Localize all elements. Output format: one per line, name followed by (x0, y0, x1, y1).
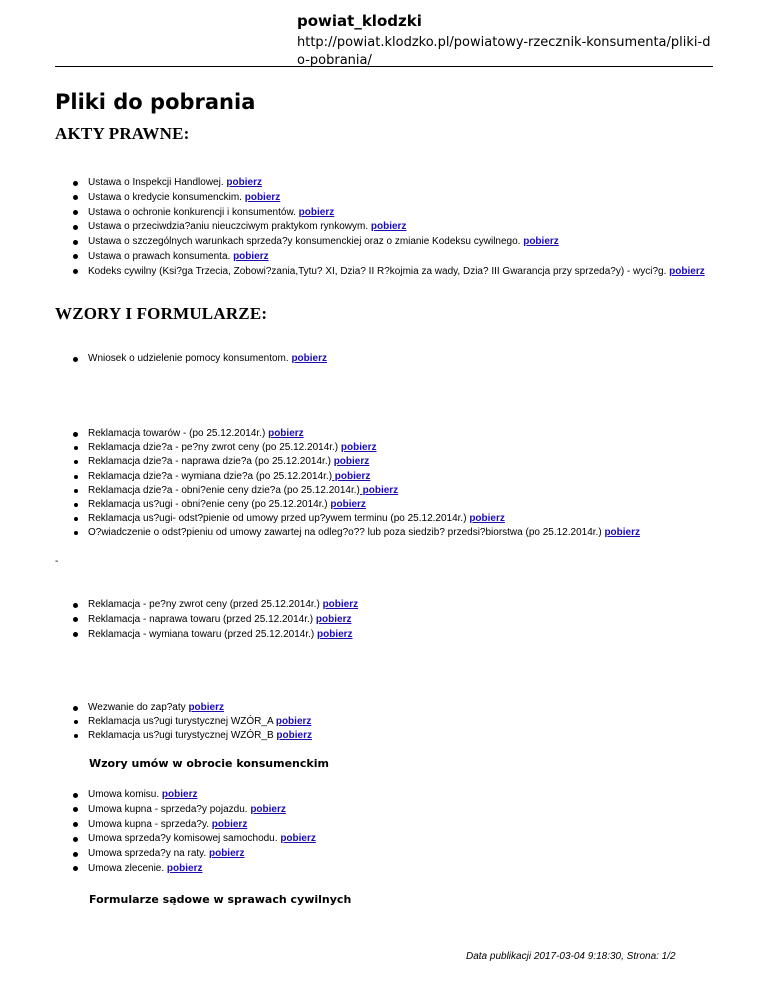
download-link[interactable]: pobierz (340, 442, 377, 454)
list-item (70, 427, 710, 441)
download-link[interactable]: pobierz (233, 250, 269, 262)
list-item-text: Ustawa o szczególnych warunkach sprzeda?y konsumenckiej oraz o zmianie Kodeksu cywilnego. (88, 236, 524, 248)
list-item-text: Reklamacja us?ugi turystycznej WZÓR_B (88, 730, 277, 742)
download-link[interactable]: pobierz (370, 221, 407, 233)
wzory-list-1 (70, 352, 710, 367)
list-item (70, 352, 710, 367)
list-item (70, 613, 710, 628)
list-item (70, 220, 710, 235)
list-item-text: Reklamacja dzie?a - naprawa dzie?a (po 25.12.2014r.) (88, 456, 334, 468)
list-item (70, 628, 710, 643)
list-item-text: Ustawa o Inspekcji Handlowej. (88, 177, 227, 188)
download-link[interactable]: pobierz (322, 599, 359, 610)
list-item-text: Umowa kupna - sprzeda?y. (88, 818, 212, 830)
akty-prawne-list (70, 176, 710, 280)
download-link[interactable]: pobierz (188, 702, 224, 713)
page-url: http://powiat.klodzko.pl/powiatowy-rzecznik-konsumenta/pliki-do-pobrania/ (297, 35, 711, 68)
header-divider (55, 66, 713, 67)
list-item (70, 818, 710, 833)
list-item (70, 498, 710, 512)
list-item (70, 803, 710, 818)
list-item (70, 455, 710, 469)
list-item-text: Wezwanie do zap?aty (88, 702, 189, 713)
list-item-text: Kodeks cywilny (Ksi?ga Trzecia, Zobowi?zania,Tytu? XI, Dzia? II R?kojmia za wady, Dzia? III Gwarancja przy sprzeda?y) - wyci?g. (88, 265, 670, 277)
list-item (70, 847, 710, 862)
list-item-text: Umowa komisu. (88, 789, 162, 800)
download-link[interactable]: pobierz (211, 818, 248, 830)
list-item (70, 484, 710, 498)
sub-heading-umowy: Wzory umów w obrocie konsumenckim (89, 757, 329, 770)
list-item (70, 176, 710, 191)
download-link[interactable]: pobierz (604, 527, 640, 539)
section-heading-akty-prawne: AKTY PRAWNE: (55, 124, 190, 143)
list-item-text: Umowa zlecenie. (88, 862, 167, 874)
download-link[interactable]: pobierz (469, 513, 505, 525)
list-item (70, 715, 710, 729)
download-link[interactable]: pobierz (226, 177, 262, 188)
list-item (70, 788, 710, 803)
download-link[interactable]: pobierz (166, 862, 203, 874)
separator-dash: - (55, 556, 59, 567)
download-link[interactable]: pobierz (298, 206, 335, 218)
download-link[interactable]: pobierz (317, 628, 353, 640)
list-item (70, 235, 710, 250)
list-item-text: Wniosek o udzielenie pomocy konsumentom. (88, 353, 292, 364)
download-link[interactable]: pobierz (276, 730, 312, 742)
download-link[interactable]: pobierz (275, 716, 312, 728)
publication-footer: Data publikacji 2017-03-04 9:18:30, Strona: 1/2 (466, 951, 676, 962)
list-item-text: Reklamacja - naprawa towaru (przed 25.12.2014r.) (88, 613, 316, 625)
wzory-list-4 (70, 701, 710, 744)
list-item-text: Reklamacja - wymiana towaru (przed 25.12.2014r.) (88, 628, 317, 640)
list-item (70, 729, 710, 743)
download-link[interactable]: pobierz (359, 484, 399, 496)
list-item-text: Reklamacja - pe?ny zwrot ceny (przed 25.12.2014r.) (88, 599, 323, 610)
list-item (70, 250, 710, 265)
list-item-text: Reklamacja towarów - (po 25.12.2014r.) (88, 428, 269, 439)
list-item (70, 832, 710, 847)
download-link[interactable]: pobierz (208, 848, 245, 860)
site-name: powiat_klodzki (297, 12, 422, 30)
list-item-text: Reklamacja us?ugi- odst?pienie od umowy przed up?ywem terminu (po 25.12.2014r.) (88, 513, 470, 525)
list-item-text: O?wiadczenie o odst?pieniu od umowy zawartej na odleg?o?? lub poza siedzib? przedsi?biorstwa (po 25.12.2014r.) (88, 527, 605, 539)
wzory-list-3 (70, 598, 710, 642)
list-item (70, 512, 710, 526)
download-link[interactable]: pobierz (669, 265, 705, 277)
section-heading-wzory: WZORY I FORMULARZE: (55, 304, 268, 323)
sub-heading-formularze-sadowe: Formularze sądowe w sprawach cywilnych (89, 893, 352, 906)
download-link[interactable]: pobierz (250, 803, 286, 815)
download-link[interactable]: pobierz (315, 613, 352, 625)
download-link[interactable]: pobierz (523, 236, 559, 248)
list-item-text: Reklamacja dzie?a - obni?enie ceny dzie?a (po 25.12.2014r.) (88, 484, 360, 496)
download-link[interactable]: pobierz (332, 470, 371, 482)
download-link[interactable]: pobierz (330, 499, 366, 511)
download-link[interactable]: pobierz (291, 353, 327, 364)
list-item (70, 701, 710, 715)
list-item-text: Ustawa o ochronie konkurencji i konsumentów. (88, 206, 299, 218)
umowy-list (70, 788, 710, 877)
wzory-list-2 (70, 427, 710, 541)
page-title: Pliki do pobrania (55, 90, 256, 114)
list-item (70, 470, 710, 484)
list-item-text: Ustawa o przeciwdzia?aniu nieuczciwym praktykom rynkowym. (88, 221, 371, 233)
list-item-text: Reklamacja us?ugi - obni?enie ceny (po 25.12.2014r.) (88, 499, 331, 511)
list-item-text: Reklamacja dzie?a - pe?ny zwrot ceny (po 25.12.2014r.) (88, 442, 341, 454)
download-link[interactable]: pobierz (280, 833, 316, 845)
list-item (70, 191, 710, 206)
list-item (70, 265, 710, 280)
download-link[interactable]: pobierz (268, 428, 304, 439)
list-item-text: Umowa kupna - sprzeda?y pojazdu. (88, 803, 251, 815)
download-link[interactable]: pobierz (244, 191, 281, 203)
download-link[interactable]: pobierz (161, 789, 198, 800)
download-link[interactable]: pobierz (333, 456, 370, 468)
list-item-text: Umowa sprzeda?y komisowej samochodu. (88, 833, 281, 845)
list-item (70, 441, 710, 455)
list-item-text: Reklamacja dzie?a - wymiana dzie?a (po 25.12.2014r.) (88, 470, 333, 482)
list-item-text: Ustawa o prawach konsumenta. (88, 250, 234, 262)
page-header (297, 10, 717, 70)
list-item (70, 526, 710, 540)
list-item-text: Umowa sprzeda?y na raty. (88, 848, 209, 860)
list-item (70, 598, 710, 613)
list-item (70, 862, 710, 877)
list-item-text: Reklamacja us?ugi turystycznej WZÓR_A (88, 716, 276, 728)
list-item (70, 206, 710, 221)
list-item-text: Ustawa o kredycie konsumenckim. (88, 191, 245, 203)
